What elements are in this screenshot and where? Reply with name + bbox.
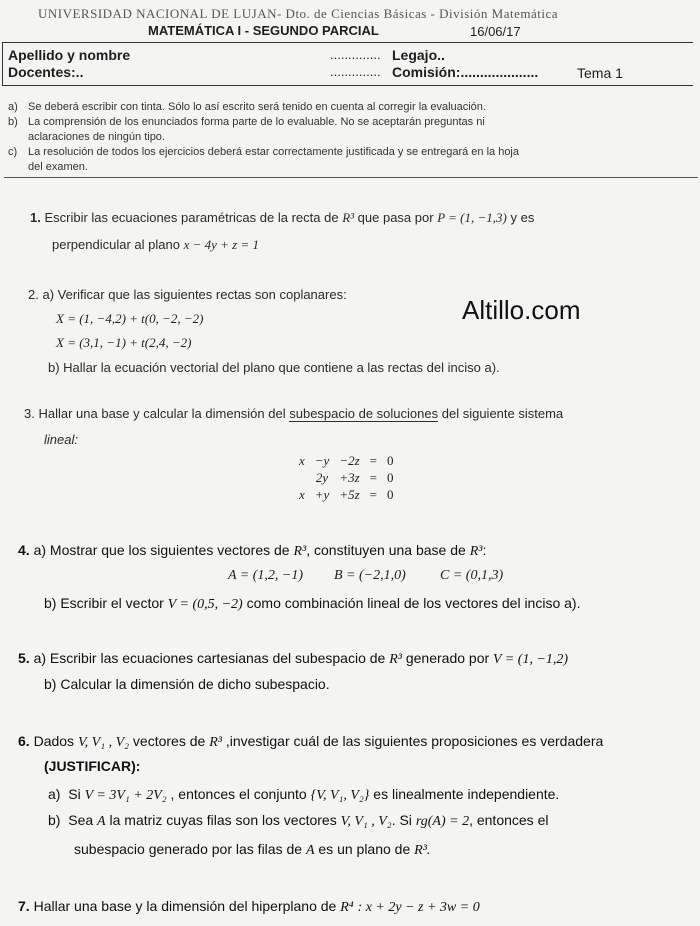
q1-text: que pasa por [357, 210, 434, 225]
q1-text: Escribir las ecuaciones paramétricas de la recta de [44, 210, 339, 225]
q6-text: Dados [33, 733, 75, 749]
q5-vector: V = (1, −1,2) [493, 652, 569, 667]
q1-line2 [52, 237, 259, 253]
system-cell: x [299, 452, 305, 468]
instruction-letter: c) [8, 146, 18, 158]
q5-b-text: b) Calcular la dimensión de dicho subespacio. [44, 676, 330, 692]
q6-justificar: (JUSTIFICAR): [44, 758, 141, 774]
system-cell: = [369, 486, 378, 502]
q6-b-rank: rg(A) = 2 [415, 814, 470, 829]
system-cell: +3z [339, 469, 360, 485]
q6-intro [18, 733, 603, 751]
linear-system [294, 452, 399, 503]
q6-b-text: Sea [68, 812, 94, 828]
q1-point: P = (1, −1,3) [437, 210, 507, 225]
docentes-dots: .............. [330, 64, 381, 79]
q6-a-set: {V, V₁, V₂} [310, 788, 370, 803]
instruction-text: La comprensión de los enunciados forma parte de lo evaluable. No se aceptarán preguntas ni [28, 116, 485, 128]
exam-date: 16/06/17 [470, 24, 521, 39]
comision-label: Comisión:.................... [392, 64, 539, 80]
system-row [294, 486, 399, 503]
q6-a-si: Si [68, 786, 81, 802]
q2-b-text: b) Hallar la ecuación vectorial del plano que contiene a las rectas del inciso a). [48, 360, 500, 375]
system-row [294, 452, 399, 469]
system-cell: +y [314, 486, 330, 502]
q4-b-text: b) Escribir el vector [44, 595, 164, 611]
q1-text: perpendicular al plano [52, 237, 180, 252]
q7-number: 7. [18, 898, 30, 914]
q6-a-text: , entonces el conjunto [170, 786, 307, 802]
q3-text: Hallar una base y calcular la dimensión del [38, 406, 286, 421]
system-cell: 2y [315, 469, 329, 485]
q6-b-text2: la matriz cuyas filas son los vectores [109, 812, 337, 828]
divider [4, 177, 698, 178]
instruction-text: del examen. [28, 161, 88, 173]
instruction-letter: a) [8, 101, 18, 113]
q4-colon: : [482, 542, 487, 558]
q1-r3: R³ [342, 210, 355, 225]
system-cell: 0 [387, 469, 394, 485]
q1-number: 1. [30, 210, 41, 225]
q3-text: del siguiente sistema [441, 406, 564, 421]
q7-text: Hallar una base y la dimensión del hiperplano de [33, 898, 337, 914]
q2-line2: X = (3,1, −1) + t(2,4, −2) [56, 335, 192, 350]
q7-r4: R⁴ [340, 900, 354, 915]
system-cell: x [299, 486, 305, 502]
q2-a-text: a) Verificar que las siguientes rectas son coplanares: [42, 287, 347, 302]
q6-a-text2: es linealmente independiente. [373, 786, 560, 802]
q2-line1: X = (1, −4,2) + t(0, −2, −2) [56, 311, 204, 326]
q6-vars: V, V₁ , V₂ [77, 735, 130, 750]
university-header: UNIVERSIDAD NACIONAL DE LUJAN- Dto. de Ciencias Básicas - División Matemática [38, 6, 559, 21]
q6-b-matrix: A [305, 843, 315, 858]
q6-r3: R³ [209, 735, 222, 750]
q5-a [18, 650, 568, 668]
system-cell: −y [314, 452, 330, 468]
q5-r3: R³ [389, 652, 402, 667]
q6-number: 6. [18, 733, 30, 749]
system-cell [294, 469, 310, 486]
q4-r3: R³ [469, 544, 483, 559]
q6-b-label: b) [48, 812, 61, 828]
docentes-label: Docentes:.. [8, 64, 84, 80]
system-cell: = [369, 469, 378, 485]
q6-b-vecs: V, V₁ , V₂ [340, 814, 392, 829]
instruction-text: La resolución de todos los ejercicios deberá estar correctamente justificada y se entregará en la hoja [28, 146, 519, 158]
q4-a [18, 542, 486, 560]
q4-a-text2: , constituyen una base de [306, 542, 466, 558]
q6-b-si: . Si [391, 812, 412, 828]
vector-b: B = (−2,1,0) [334, 568, 406, 583]
q4-b-text2: como combinación lineal de los vectores del inciso a). [246, 595, 581, 611]
q6-b-line2 [74, 841, 430, 859]
q7-eq: : x + 2y − z + 3w = 0 [357, 900, 480, 915]
apellido-label: Apellido y nombre [8, 47, 131, 63]
q3-underlined: subespacio de soluciones [289, 406, 439, 421]
q1-plane: x − 4y + z = 1 [183, 237, 259, 252]
q5-a-text2: generado por [405, 650, 490, 666]
instruction-text: aclaraciones de ningún tipo. [28, 131, 165, 143]
q6-b-matrix: A [97, 814, 106, 829]
legajo-label: Legajo.. [392, 47, 445, 63]
watermark: Altillo.com [462, 295, 581, 325]
q6-b-line2-text: es un plano de [318, 841, 411, 857]
vector-c: C = (0,1,3) [440, 568, 504, 583]
instruction-text: Se deberá escribir con tinta. Sólo lo así escrito será tenido en cuenta al corregir la evaluación. [28, 101, 486, 113]
q3-line2: lineal: [44, 432, 78, 447]
q4-number: 4. [18, 542, 30, 558]
q6-a [48, 786, 559, 804]
q6-a-eq: V = 3V₁ + 2V₂ [84, 788, 167, 803]
q6-b [48, 812, 548, 830]
q4-b-vector: V = (0,5, −2) [167, 597, 243, 612]
q6-b-r3: R³. [414, 843, 431, 858]
q1-line1 [30, 210, 534, 226]
q3-number: 3. [24, 406, 35, 421]
system-cell: +5z [339, 486, 360, 502]
system-cell: 0 [387, 452, 394, 468]
system-cell: 0 [387, 486, 394, 502]
q4-a-text: a) Mostrar que los siguientes vectores de [33, 542, 290, 558]
q3-line1 [24, 406, 563, 421]
q6-b-line2-text: subespacio generado por las filas de [74, 841, 303, 857]
q4-r3: R³ [293, 544, 307, 559]
q2-a [28, 287, 347, 302]
q6-b-text3: , entonces el [469, 812, 549, 828]
system-row [294, 469, 399, 486]
exam-title: MATEMÁTICA I - SEGUNDO PARCIAL [148, 23, 379, 38]
q4-b [44, 595, 580, 613]
q5-number: 5. [18, 650, 30, 666]
system-cell: = [369, 452, 378, 468]
q6-text: ,investigar cuál de las siguientes proposiciones es verdadera [225, 733, 604, 749]
q6-a-label: a) [48, 786, 61, 802]
q1-text: y es [510, 210, 535, 225]
instruction-letter: b) [8, 116, 18, 128]
q5-a-text: a) Escribir las ecuaciones cartesianas del subespacio de [33, 650, 386, 666]
tema-label: Tema 1 [577, 65, 623, 81]
q2-number: 2. [28, 287, 39, 302]
system-cell: −2z [339, 452, 360, 468]
vector-a: A = (1,2, −1) [228, 568, 304, 583]
apellido-dots: .............. [330, 47, 381, 62]
q7 [18, 898, 480, 916]
q6-text: vectores de [132, 733, 206, 749]
